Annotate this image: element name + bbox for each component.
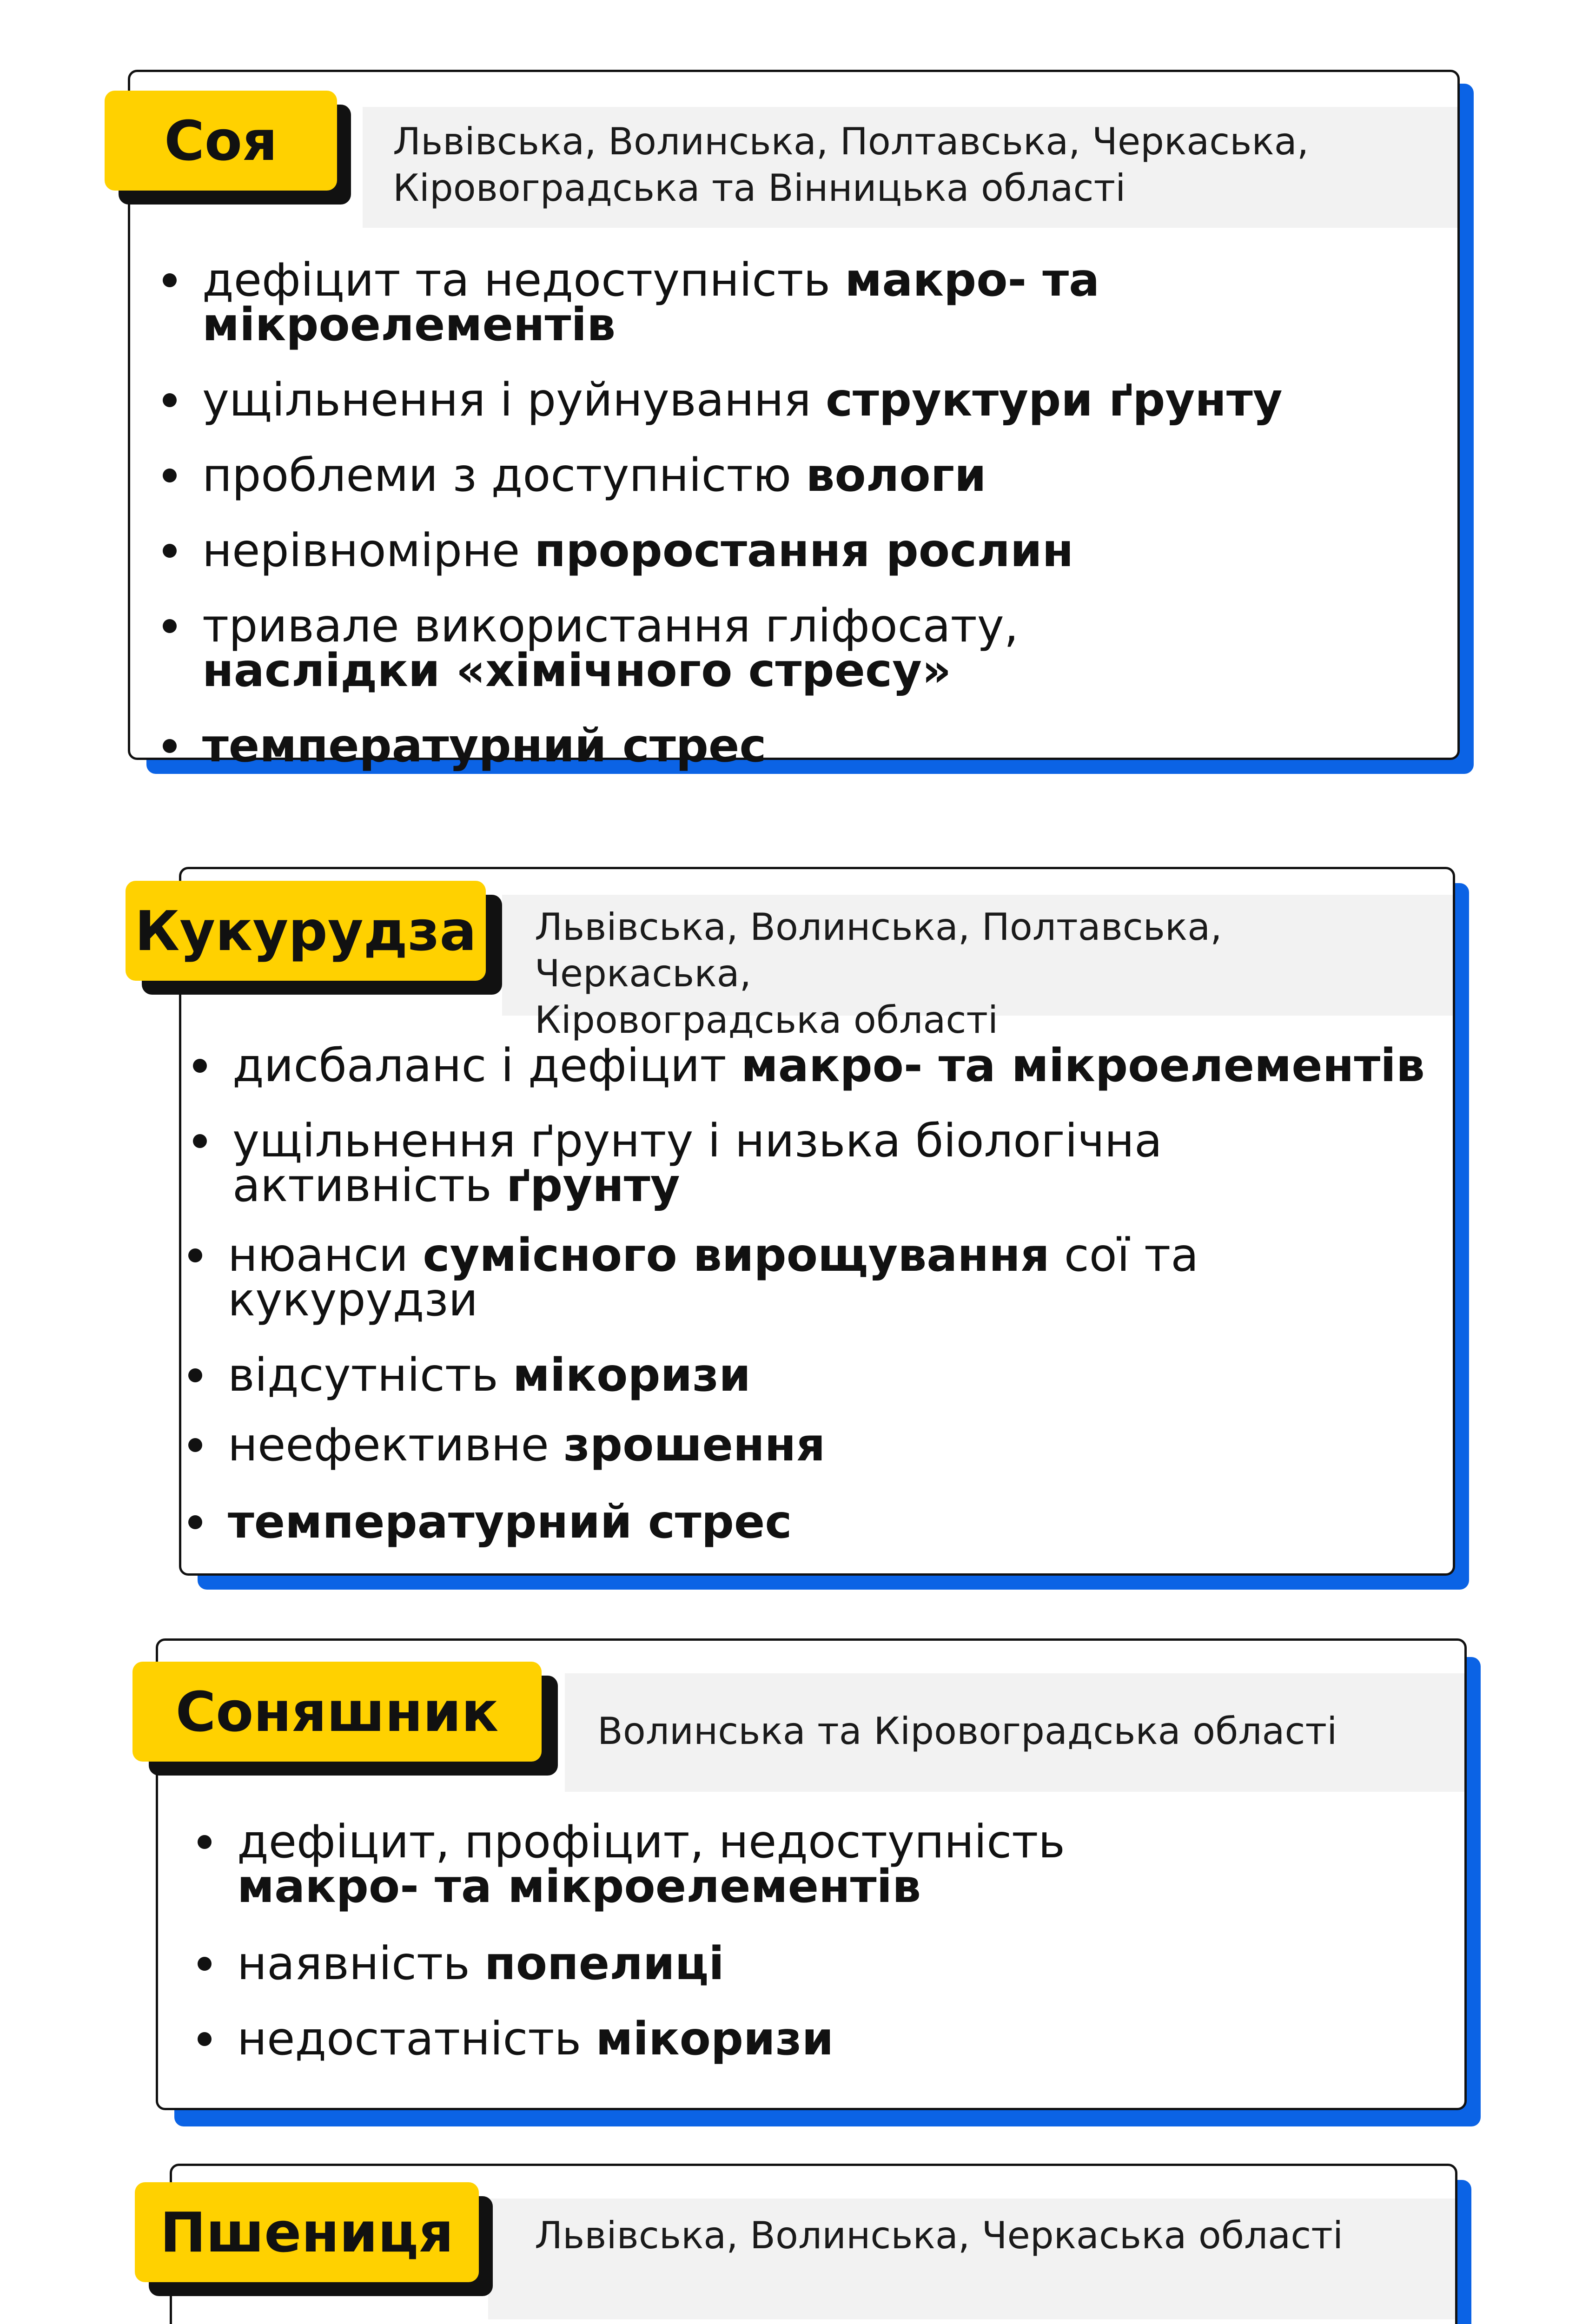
item-text: дисбаланс і дефіцит: [232, 1039, 741, 1092]
list-item: [158, 254, 1450, 351]
list-item: [184, 1349, 1448, 1402]
list-item: [184, 1229, 1448, 1327]
item-text: дефіцит, профіцит, недоступність: [237, 1816, 1066, 1868]
issue-list: [184, 1039, 1448, 1549]
list-item: [158, 374, 1450, 427]
crop-badge: Соняшник: [132, 1662, 542, 1762]
list-item: [188, 1115, 1453, 1212]
list-item: [158, 524, 1450, 577]
crop-badge: Пшениця: [135, 2182, 479, 2282]
item-highlight: температурний стрес: [228, 1496, 792, 1549]
item-text: ущільнення ґрунту і низька біологічна активність: [232, 1115, 1162, 1212]
item-text: нюанси: [228, 1229, 423, 1282]
crop-badge: Соя: [105, 91, 337, 191]
item-highlight: мікоризи: [596, 2013, 834, 2066]
item-text: дефіцит та недоступність: [202, 254, 845, 307]
item-highlight: ґрунту: [506, 1159, 680, 1212]
item-text: неефективне: [228, 1419, 563, 1472]
crop-badge: Кукурудза: [126, 881, 486, 981]
item-text: відсутність: [228, 1349, 513, 1402]
region-list: Львівська, Волинська, Черкаська області: [535, 2214, 1344, 2257]
issue-list: [193, 1816, 1448, 2066]
item-highlight: макро- та мікроелементів: [202, 254, 1100, 351]
list-item: [184, 1419, 1448, 1472]
item-highlight: макро- та мікроелементів: [741, 1039, 1425, 1092]
item-text: наявність: [237, 1937, 485, 1990]
list-item: [158, 720, 1450, 772]
list-item: [188, 1039, 1453, 1092]
issue-list: [158, 254, 1450, 772]
list-item: [193, 2013, 1448, 2066]
list-item: [158, 600, 1450, 697]
list-item: [193, 1937, 1448, 1990]
list-item: [158, 449, 1450, 502]
item-highlight: мікоризи: [512, 1349, 751, 1402]
list-item: [184, 1496, 1448, 1549]
item-highlight: вологи: [806, 449, 986, 502]
item-highlight: попелиці: [484, 1937, 724, 1990]
item-highlight: наслідки «хімічного стресу»: [202, 644, 952, 697]
item-highlight: зрошення: [563, 1419, 826, 1472]
list-item: [193, 1816, 1448, 1913]
item-text-after: сої та кукурудзи: [228, 1229, 1199, 1327]
item-highlight: макро- та мікроелементів: [237, 1860, 921, 1913]
region-list: Волинська та Кіровоградська області: [597, 1710, 1337, 1753]
item-highlight: структури ґрунту: [825, 374, 1283, 427]
item-highlight: проростання рослин: [534, 524, 1074, 577]
item-text: тривале використання гліфосату,: [202, 600, 1019, 653]
item-highlight: температурний стрес: [202, 720, 767, 772]
item-highlight: сумісного вирощування: [423, 1229, 1050, 1282]
item-text: нерівномірне: [202, 524, 535, 577]
region-list: Львівська, Волинська, Полтавська, Черкаська, Кіровоградська області: [535, 905, 1222, 1042]
item-text: недостатність: [237, 2013, 596, 2066]
item-text: ущільнення і руйнування: [202, 374, 826, 427]
item-text: проблеми з доступністю: [202, 449, 806, 502]
region-list: Львівська, Волинська, Полтавська, Черкаська, Кіровоградська та Вінницька області: [393, 120, 1309, 210]
